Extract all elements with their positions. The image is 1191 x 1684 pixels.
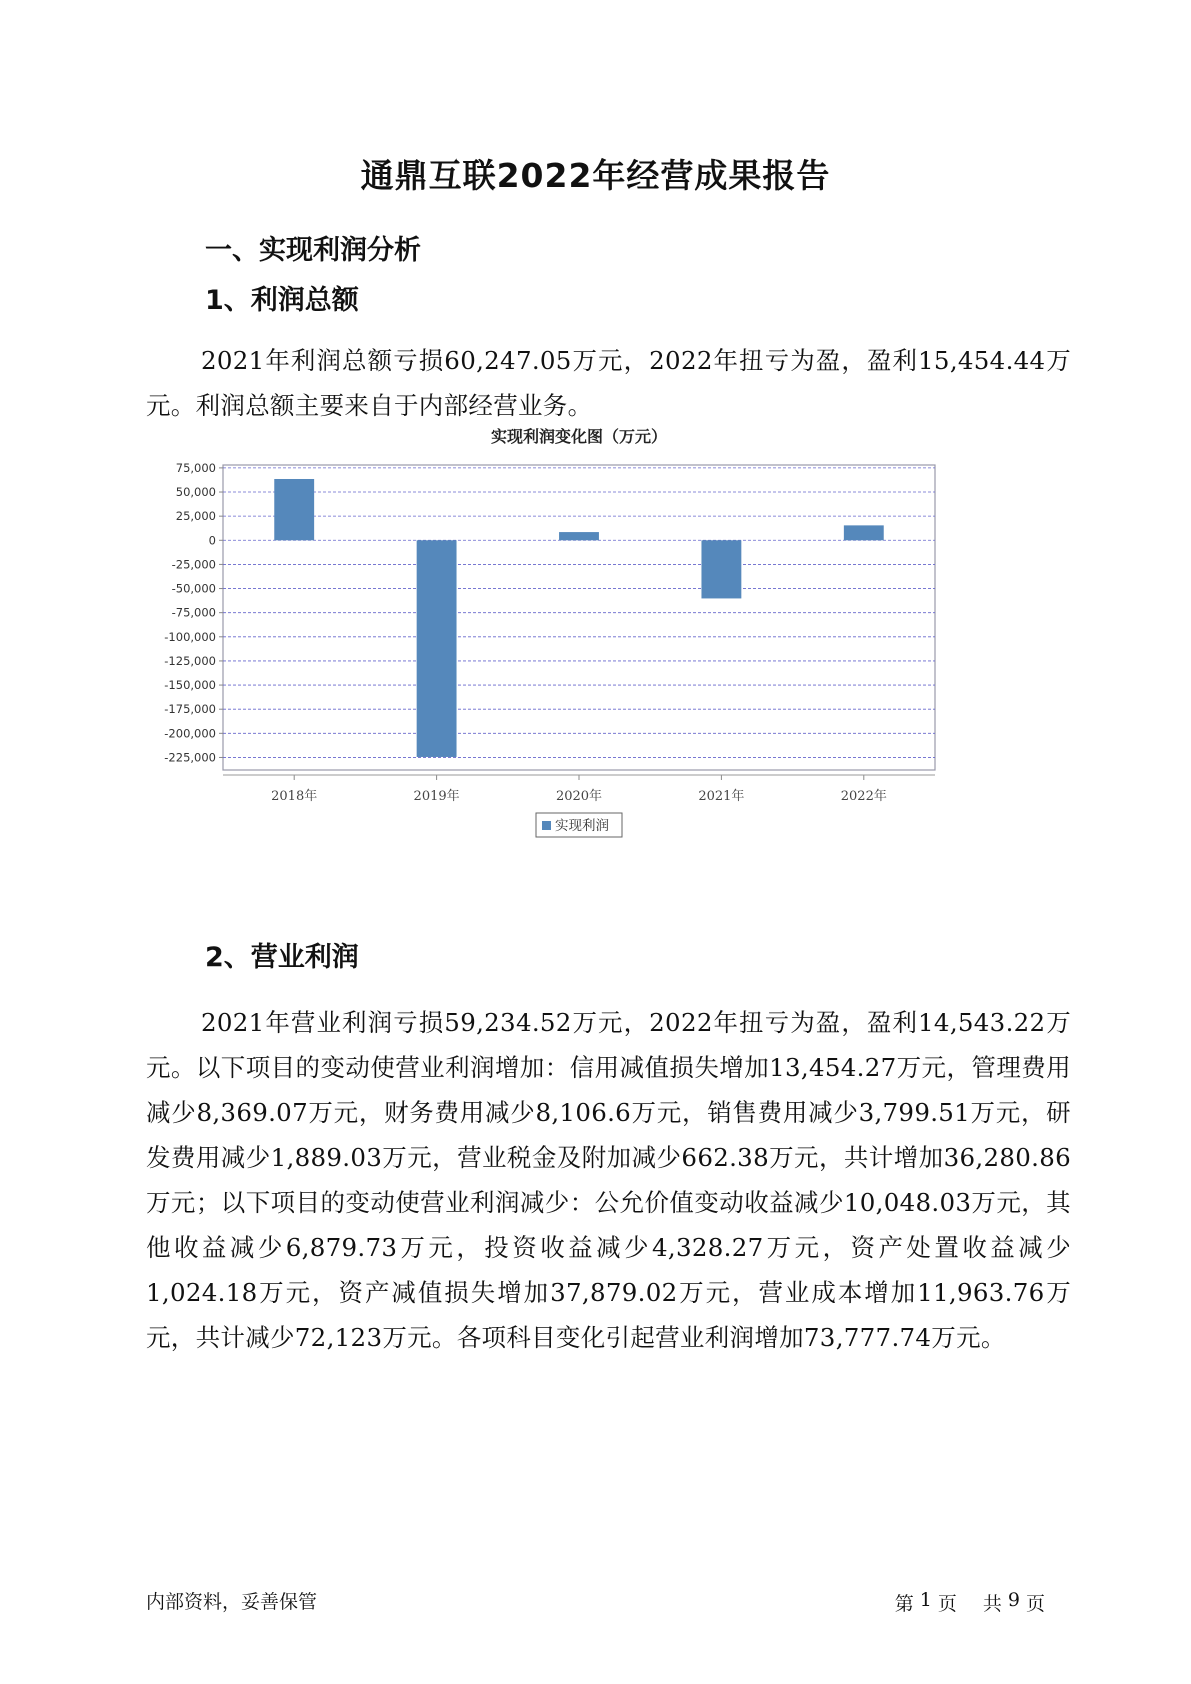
y-tick-label: -150,000	[164, 678, 216, 693]
x-tick-label: 2022年	[840, 789, 887, 804]
footer-total-pages: 9	[1007, 1589, 1020, 1611]
x-tick-label: 2019年	[413, 789, 460, 804]
x-tick-label: 2018年	[271, 789, 318, 804]
y-tick-label: -225,000	[164, 750, 216, 765]
x-tick-label: 2021年	[698, 789, 745, 804]
document-title: 通鼎互联2022年经营成果报告	[360, 156, 831, 195]
chart-title: 实现利润变化图（万元）	[490, 427, 668, 446]
y-tick-label: 75,000	[175, 460, 216, 475]
chart-bar-2021年	[701, 540, 741, 598]
footer-total-prefix: 共	[982, 1593, 1002, 1615]
chart-x-axis	[223, 775, 935, 804]
footer-page-info	[895, 1589, 1045, 1616]
y-tick-label: -100,000	[164, 629, 216, 644]
y-tick-label: -175,000	[164, 702, 216, 717]
y-tick-label: 0	[208, 533, 216, 548]
footer-page-suffix: 页	[937, 1593, 957, 1615]
paragraph-operating-profit: 2021年营业利润亏损59,234.52万元，2022年扭亏为盈，盈利14,543.22万元。以下项目的变动使营业利润增加：信用减值损失增加13,454.27万元，管理费用减少8,369.07万元，财务费用减少8,106.6万元，销售费用减少3,799.51万元，研发费用减少1,889.03万元，营业税金及附加减少662.38万元，共计增加36,280.86万元；以下项目的变动使营业利润减少：公允价值变动收益减少10,048.03万元，其他收益减少6,879.73万元，投资收益减少4,328.27万元，资产处置收益减少1,024.18万元，资产减值损失增加37,879.02万元，营业成本增加11,963.76万元，共计减少72,123万元。各项科目变化引起营业利润增加73,777.74万元。	[146, 1008, 1071, 1352]
chart-legend	[536, 813, 622, 837]
profit-chart	[160, 427, 1020, 920]
paragraph-total-profit: 2021年利润总额亏损60,247.05万元，2022年扭亏为盈，盈利15,454.44万元。利润总额主要来自于内部经营业务。	[146, 346, 1071, 420]
chart-bar-2019年	[417, 540, 457, 757]
footer-total-suffix: 页	[1025, 1593, 1045, 1615]
x-tick-label: 2020年	[555, 789, 603, 804]
subsection-heading-total-profit: 1、利润总额	[205, 285, 359, 316]
chart-plot-frame	[223, 465, 935, 770]
chart-gridlines	[223, 465, 935, 770]
section-heading-profit-analysis: 一、实现利润分析	[205, 235, 421, 266]
y-tick-label: -200,000	[164, 726, 216, 741]
y-tick-label: 25,000	[175, 509, 216, 524]
footer-page-prefix: 第	[894, 1593, 914, 1615]
chart-bar-2022年	[844, 525, 884, 540]
y-tick-label: -25,000	[171, 557, 216, 572]
profit-bar-chart-svg	[160, 427, 1020, 920]
chart-bar-2018年	[274, 479, 314, 540]
legend-label: 实现利润	[555, 818, 609, 834]
y-tick-label: -125,000	[164, 653, 216, 668]
chart-y-axis	[164, 461, 223, 765]
y-tick-label: -75,000	[171, 605, 216, 620]
y-tick-label: -50,000	[171, 581, 216, 596]
chart-bar-2020年	[559, 532, 599, 540]
footer-confidential-note: 内部资料，妥善保管	[146, 1591, 318, 1613]
footer-page-number: 1	[919, 1589, 932, 1611]
subsection-heading-operating-profit: 2、营业利润	[205, 942, 359, 973]
y-tick-label: 50,000	[175, 485, 216, 500]
legend-swatch	[542, 821, 551, 830]
